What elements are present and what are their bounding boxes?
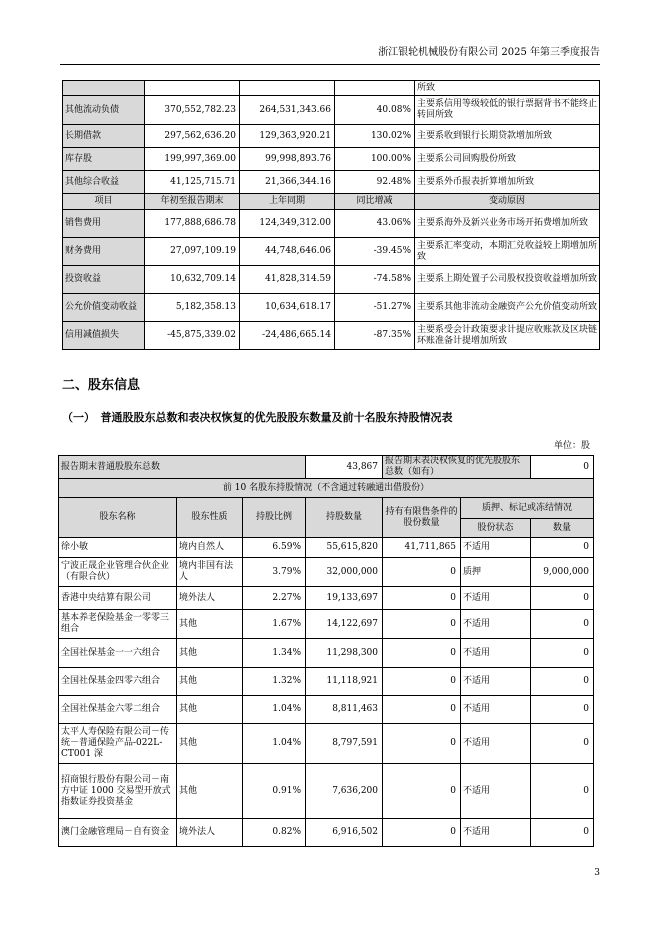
holding-quantity: 32,000,000 bbox=[306, 558, 383, 587]
pledge-amount: 0 bbox=[531, 696, 594, 724]
pledge-amount: 0 bbox=[531, 764, 594, 819]
shareholder-nature: 境外法人 bbox=[177, 819, 243, 847]
header-current: 年初至报告期末 bbox=[145, 194, 240, 210]
change-reason: 主要系海外及新兴业务市场开拓费增加所致 bbox=[415, 210, 600, 238]
current-value: 5,182,358.13 bbox=[145, 294, 240, 322]
prior-value: 21,366,344.16 bbox=[240, 171, 335, 194]
restricted-shares: 0 bbox=[383, 696, 461, 724]
restricted-shares: 0 bbox=[383, 587, 461, 610]
shareholder-name: 徐小敏 bbox=[59, 538, 177, 558]
holding-ratio: 2.27% bbox=[243, 587, 306, 610]
preferred-shareholders-value: 0 bbox=[531, 456, 594, 479]
shareholder-nature: 境内非国有法人 bbox=[177, 558, 243, 587]
shareholders-table bbox=[58, 455, 594, 847]
restricted-shares: 0 bbox=[383, 764, 461, 819]
change-percent: -74.58% bbox=[335, 266, 415, 294]
shareholder-name: 澳门金融管理局－自有资金 bbox=[59, 819, 177, 847]
restricted-shares: 0 bbox=[383, 668, 461, 696]
current-value: 41,125,715.71 bbox=[145, 171, 240, 194]
share-status: 不适用 bbox=[461, 764, 531, 819]
current-value: 297,562,636.20 bbox=[145, 125, 240, 148]
change-percent: 100.00% bbox=[335, 148, 415, 171]
table-row bbox=[59, 587, 594, 610]
item-name: 其他流动负债 bbox=[63, 96, 145, 125]
shareholder-nature: 其他 bbox=[177, 764, 243, 819]
shareholder-nature: 其他 bbox=[177, 668, 243, 696]
restricted-shares: 0 bbox=[383, 558, 461, 587]
section-subtitle: （一） 普通股股东总数和表决权恢复的优先股股东数量及前十名股东持股情况表 bbox=[62, 411, 453, 424]
prior-value bbox=[240, 81, 335, 96]
pledge-amount: 0 bbox=[531, 668, 594, 696]
financial-changes-table bbox=[62, 80, 600, 350]
share-status: 不适用 bbox=[461, 819, 531, 847]
item-name: 公允价值变动收益 bbox=[63, 294, 145, 322]
table-row bbox=[63, 266, 600, 294]
caption-row bbox=[59, 479, 594, 498]
holding-ratio: 3.79% bbox=[243, 558, 306, 587]
share-status: 不适用 bbox=[461, 639, 531, 668]
prior-value: 41,828,314.59 bbox=[240, 266, 335, 294]
holding-quantity: 7,636,200 bbox=[306, 764, 383, 819]
header-rule bbox=[60, 64, 600, 65]
shareholder-nature: 境内自然人 bbox=[177, 538, 243, 558]
holding-ratio: 1.67% bbox=[243, 610, 306, 639]
holding-quantity: 19,133,697 bbox=[306, 587, 383, 610]
prior-value: 99,998,893.76 bbox=[240, 148, 335, 171]
holding-quantity: 8,797,591 bbox=[306, 724, 383, 764]
header-restricted-shares: 持有有限售条件的股份数量 bbox=[383, 498, 461, 538]
shareholder-nature: 境外法人 bbox=[177, 587, 243, 610]
page-header: 浙江银轮机械股份有限公司 2025 年第三季度报告 bbox=[378, 47, 600, 58]
table-row bbox=[59, 696, 594, 724]
shareholder-name: 招商银行股份有限公司－南方中证 1000 交易型开放式指数证券投资基金 bbox=[59, 764, 177, 819]
table-row bbox=[63, 322, 600, 350]
change-percent: -39.45% bbox=[335, 238, 415, 266]
change-reason: 主要系信用等级较低的银行票据背书不能终止转回所致 bbox=[415, 96, 600, 125]
item-name: 销售费用 bbox=[63, 210, 145, 238]
holding-ratio: 1.34% bbox=[243, 639, 306, 668]
prior-value: 129,363,920.21 bbox=[240, 125, 335, 148]
restricted-shares: 0 bbox=[383, 639, 461, 668]
change-reason: 主要系汇率变动，本期汇兑收益较上期增加所致 bbox=[415, 238, 600, 266]
header-shareholder-nature: 股东性质 bbox=[177, 498, 243, 538]
current-value: -45,875,339.02 bbox=[145, 322, 240, 350]
table-row bbox=[63, 238, 600, 266]
shareholder-name: 基本养老保险基金一零零三组合 bbox=[59, 610, 177, 639]
share-status: 不适用 bbox=[461, 610, 531, 639]
table-row bbox=[63, 81, 600, 96]
prior-value: -24,486,665.14 bbox=[240, 322, 335, 350]
header-pledge-amount: 数量 bbox=[531, 519, 594, 538]
table-row bbox=[59, 558, 594, 587]
holding-quantity: 8,811,463 bbox=[306, 696, 383, 724]
change-reason: 所致 bbox=[415, 81, 600, 96]
holding-ratio: 0.82% bbox=[243, 819, 306, 847]
table-row bbox=[59, 610, 594, 639]
change-reason: 主要系受会计政策要求计提应收账款及区块链环账准备计提增加所致 bbox=[415, 322, 600, 350]
change-percent: 130.02% bbox=[335, 125, 415, 148]
prior-value: 10,634,618.17 bbox=[240, 294, 335, 322]
change-reason: 主要系上期处置子公司股权投资收益增加所致 bbox=[415, 266, 600, 294]
item-name: 长期借款 bbox=[63, 125, 145, 148]
top10-caption: 前 10 名股东持股情况（不含通过转融通出借股份） bbox=[59, 479, 594, 498]
pledge-amount: 0 bbox=[531, 724, 594, 764]
pledge-amount: 9,000,000 bbox=[531, 558, 594, 587]
change-reason: 主要系公司回购股份所致 bbox=[415, 148, 600, 171]
table-row bbox=[59, 764, 594, 819]
pledge-amount: 0 bbox=[531, 819, 594, 847]
shareholder-name: 太平人寿保险有限公司－传统－普通保险产品-022L-CT001 深 bbox=[59, 724, 177, 764]
table-header-row bbox=[59, 498, 594, 519]
current-value bbox=[145, 81, 240, 96]
header-pledge-status: 质押、标记或冻结情况 bbox=[461, 498, 594, 519]
table-row bbox=[59, 724, 594, 764]
change-percent: 92.48% bbox=[335, 171, 415, 194]
share-status: 不适用 bbox=[461, 668, 531, 696]
table-row bbox=[63, 171, 600, 194]
change-reason: 主要系收到银行长期贷款增加所致 bbox=[415, 125, 600, 148]
change-percent bbox=[335, 81, 415, 96]
pledge-amount: 0 bbox=[531, 639, 594, 668]
header-share-status: 股份状态 bbox=[461, 519, 531, 538]
holding-ratio: 0.91% bbox=[243, 764, 306, 819]
shareholder-nature: 其他 bbox=[177, 639, 243, 668]
current-value: 27,097,109.19 bbox=[145, 238, 240, 266]
holding-quantity: 55,615,820 bbox=[306, 538, 383, 558]
table-row bbox=[63, 125, 600, 148]
summary-row bbox=[59, 456, 594, 479]
header-item: 项目 bbox=[63, 194, 145, 210]
header-change: 同比增减 bbox=[335, 194, 415, 210]
shareholder-name: 香港中央结算有限公司 bbox=[59, 587, 177, 610]
shareholder-name: 全国社保基金六零二组合 bbox=[59, 696, 177, 724]
holding-quantity: 11,118,921 bbox=[306, 668, 383, 696]
item-name: 投资收益 bbox=[63, 266, 145, 294]
current-value: 10,632,709.14 bbox=[145, 266, 240, 294]
header-holding-ratio: 持股比例 bbox=[243, 498, 306, 538]
share-status: 不适用 bbox=[461, 696, 531, 724]
preferred-shareholders-label: 报告期末表决权恢复的优先股股东总数（如有） bbox=[383, 456, 531, 479]
shareholder-name: 宁波正晟企业管理合伙企业（有限合伙） bbox=[59, 558, 177, 587]
change-reason: 主要系其他非流动金融资产公允价值变动所致 bbox=[415, 294, 600, 322]
share-status: 质押 bbox=[461, 558, 531, 587]
total-shareholders-value: 43,867 bbox=[306, 456, 383, 479]
header-reason: 变动原因 bbox=[415, 194, 600, 210]
prior-value: 124,349,312.00 bbox=[240, 210, 335, 238]
restricted-shares: 0 bbox=[383, 724, 461, 764]
current-value: 370,552,782.23 bbox=[145, 96, 240, 125]
header-prior: 上年同期 bbox=[240, 194, 335, 210]
table-row bbox=[63, 148, 600, 171]
table-row bbox=[59, 668, 594, 696]
table-row bbox=[59, 819, 594, 847]
item-name: 库存股 bbox=[63, 148, 145, 171]
table-row bbox=[63, 294, 600, 322]
shareholder-nature: 其他 bbox=[177, 724, 243, 764]
change-percent: 43.06% bbox=[335, 210, 415, 238]
holding-ratio: 1.32% bbox=[243, 668, 306, 696]
total-shareholders-label: 报告期末普通股股东总数 bbox=[59, 456, 306, 479]
item-name: 其他综合收益 bbox=[63, 171, 145, 194]
header-holding-quantity: 持股数量 bbox=[306, 498, 383, 538]
share-status: 不适用 bbox=[461, 538, 531, 558]
prior-value: 264,531,343.66 bbox=[240, 96, 335, 125]
shareholder-name: 全国社保基金一一六组合 bbox=[59, 639, 177, 668]
holding-quantity: 11,298,300 bbox=[306, 639, 383, 668]
table-row bbox=[59, 639, 594, 668]
pledge-amount: 0 bbox=[531, 538, 594, 558]
holding-ratio: 1.04% bbox=[243, 696, 306, 724]
table-row bbox=[63, 96, 600, 125]
restricted-shares: 0 bbox=[383, 819, 461, 847]
pledge-amount: 0 bbox=[531, 610, 594, 639]
item-name bbox=[63, 81, 145, 96]
holding-ratio: 1.04% bbox=[243, 724, 306, 764]
restricted-shares: 0 bbox=[383, 610, 461, 639]
restricted-shares: 41,711,865 bbox=[383, 538, 461, 558]
holding-quantity: 14,122,697 bbox=[306, 610, 383, 639]
change-percent: 40.08% bbox=[335, 96, 415, 125]
shareholder-nature: 其他 bbox=[177, 610, 243, 639]
change-reason: 主要系外币报表折算增加所致 bbox=[415, 171, 600, 194]
pledge-amount: 0 bbox=[531, 587, 594, 610]
table-row bbox=[63, 210, 600, 238]
change-percent: -51.27% bbox=[335, 294, 415, 322]
prior-value: 44,748,646.06 bbox=[240, 238, 335, 266]
share-status: 不适用 bbox=[461, 587, 531, 610]
header-shareholder-name: 股东名称 bbox=[59, 498, 177, 538]
item-name: 信用减值损失 bbox=[63, 322, 145, 350]
page-number: 3 bbox=[594, 868, 600, 878]
shareholder-name: 全国社保基金四零六组合 bbox=[59, 668, 177, 696]
item-name: 财务费用 bbox=[63, 238, 145, 266]
current-value: 177,888,686.78 bbox=[145, 210, 240, 238]
change-percent: -87.35% bbox=[335, 322, 415, 350]
table-header-row bbox=[63, 194, 600, 210]
shareholder-nature: 其他 bbox=[177, 696, 243, 724]
section-title: 二、股东信息 bbox=[62, 378, 141, 393]
holding-quantity: 6,916,502 bbox=[306, 819, 383, 847]
unit-label: 单位：股 bbox=[553, 441, 590, 451]
holding-ratio: 6.59% bbox=[243, 538, 306, 558]
current-value: 199,997,369.00 bbox=[145, 148, 240, 171]
share-status: 不适用 bbox=[461, 724, 531, 764]
table-row bbox=[59, 538, 594, 558]
